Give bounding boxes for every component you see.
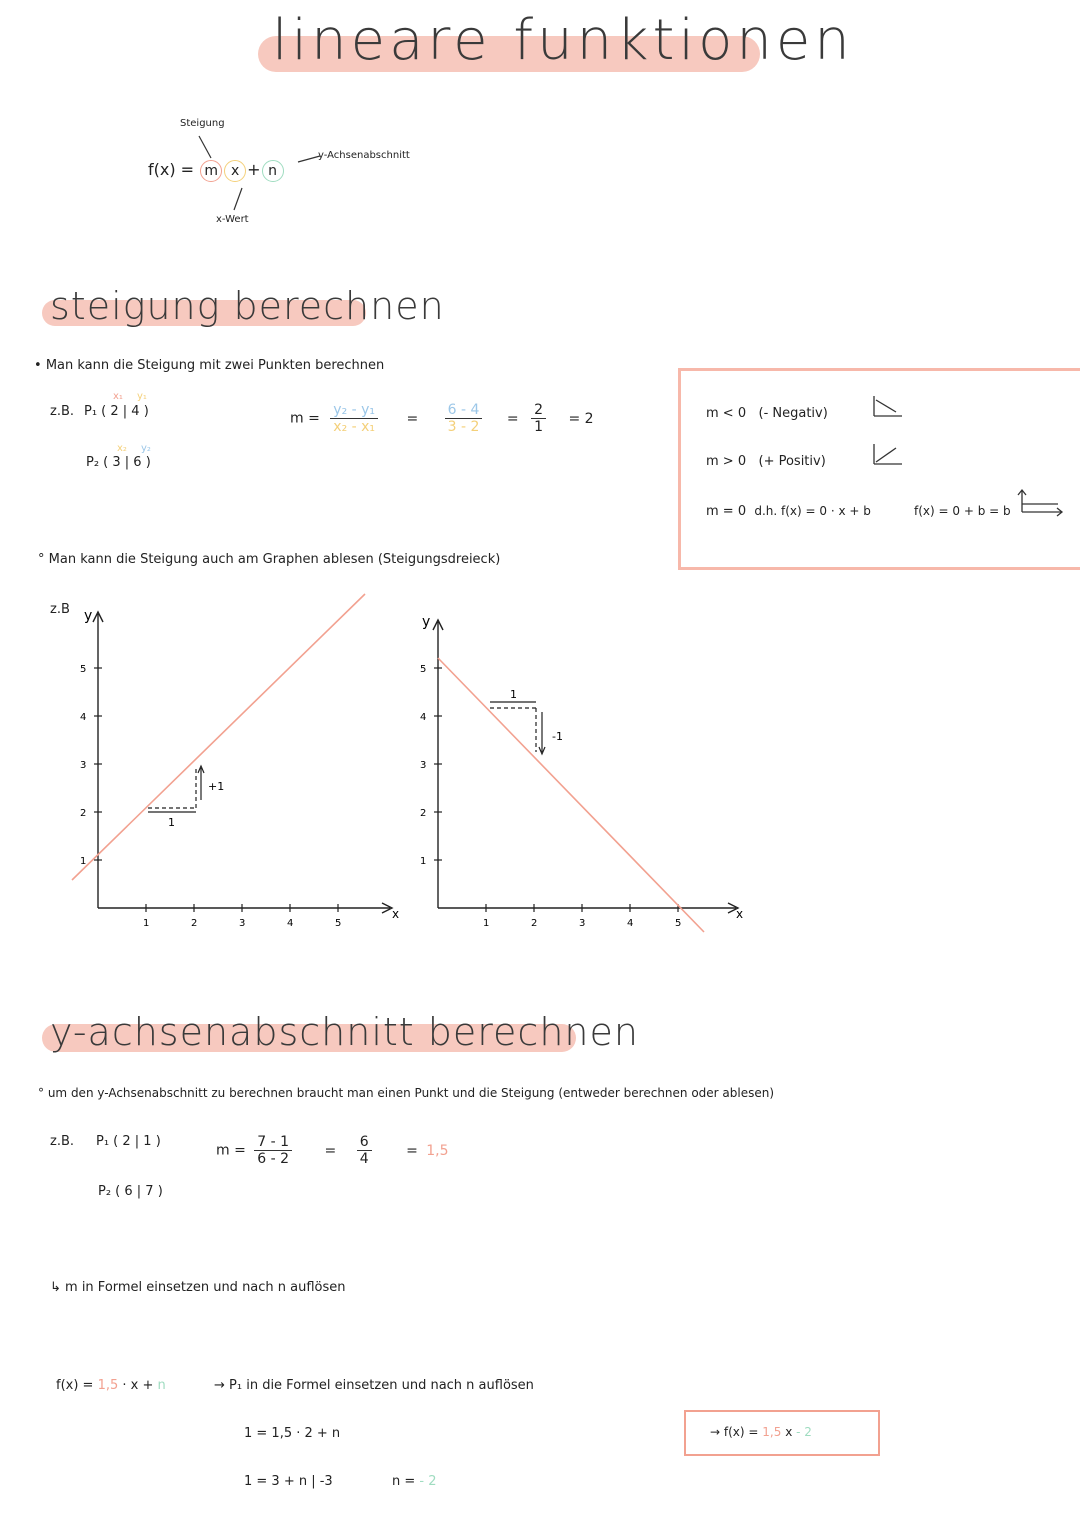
formula-prefix: f(x) = xyxy=(148,160,195,179)
bullet-3-text: um den y-Achsenabschnitt zu berechnen braucht man einen Punkt und die Steigung (entweder berechnen oder ablesen) xyxy=(47,1086,775,1100)
g1-line xyxy=(72,594,365,880)
g2-x-tick-label: 1 xyxy=(483,918,490,929)
bullet-1-text: Man kann die Steigung mit zwei Punkten berechnen xyxy=(45,358,385,373)
s2-slope-calculation xyxy=(216,1134,449,1167)
steigung-pointer xyxy=(195,134,215,160)
s2-fraction-2-den: 4 xyxy=(359,1151,369,1167)
fraction-result-den: 1 xyxy=(534,419,544,435)
info-pos-desc: (+ Positiv) xyxy=(758,454,826,469)
g2-x-tick-label: 4 xyxy=(627,918,634,929)
s2-m-equals: m = xyxy=(216,1142,246,1159)
g2-x-tick-label: 3 xyxy=(579,918,586,929)
fraction-values xyxy=(445,402,483,435)
fx-n: n xyxy=(157,1378,166,1393)
page-title: lineare funktionen xyxy=(272,8,854,73)
xwert-pointer xyxy=(230,186,246,212)
g1-y-tick-label: 5 xyxy=(80,664,87,675)
calc-step-2: 1 = 3 + n | -3 xyxy=(244,1474,333,1489)
graph-example-label: z.B xyxy=(50,602,70,617)
s2-point-p1: P₁ ( 2 | 1 ) xyxy=(96,1134,161,1149)
fraction-result xyxy=(531,402,546,435)
g2-x-tick-label: 5 xyxy=(675,918,682,929)
sup-y2: y₂ xyxy=(141,443,151,454)
s2-fraction-2-num: 6 xyxy=(357,1134,372,1151)
label-achsenabschnitt: y-Achsenabschnitt xyxy=(318,150,410,161)
formula xyxy=(148,160,285,182)
s2-equals-1: = xyxy=(324,1142,337,1159)
info-zero-desc2: f(x) = 0 + b = b xyxy=(914,504,1011,518)
g2-x-tick-label: 2 xyxy=(531,918,538,929)
fraction-result-num: 2 xyxy=(531,402,546,419)
negative-slope-icon xyxy=(868,392,908,422)
fx-prefix: f(x) = xyxy=(56,1378,94,1393)
g1-y-tick-label: 1 xyxy=(80,856,87,867)
result-n: - 2 xyxy=(796,1425,812,1439)
formula-n: n xyxy=(262,160,284,182)
s2-point-p2: P₂ ( 6 | 7 ) xyxy=(98,1184,163,1199)
bullet-1: • Man kann die Steigung mit zwei Punkten berechnen xyxy=(34,358,385,373)
g2-y-ticks xyxy=(420,664,442,867)
sup-x1: x₁ xyxy=(113,391,123,402)
fraction-values-den: 3 - 2 xyxy=(447,419,480,435)
g1-rise-label: +1 xyxy=(208,780,225,793)
result-x: x xyxy=(785,1425,793,1439)
zero-slope-icon xyxy=(1012,486,1068,520)
fraction-general-num: y₂ - y₁ xyxy=(330,402,378,419)
example-label-2: z.B. xyxy=(50,1134,75,1149)
bullet-2-text: Man kann die Steigung auch am Graphen ablesen (Steigungsdreieck) xyxy=(48,552,501,567)
equals: = xyxy=(406,410,419,427)
n-result xyxy=(392,1474,437,1489)
label-steigung: Steigung xyxy=(180,118,225,129)
step-text: ↳ m in Formel einsetzen und nach n auflösen xyxy=(50,1280,346,1295)
fx-substituted xyxy=(56,1378,166,1393)
s2-m-value: 1,5 xyxy=(426,1142,449,1159)
equals: = xyxy=(506,410,519,427)
m-equals: m = xyxy=(290,410,320,427)
point-p2: P₂ ( 3 | 6 ) xyxy=(86,455,151,470)
g2-y-tick-label: 2 xyxy=(420,808,427,819)
slope-result: = 2 xyxy=(568,410,594,427)
fraction-general xyxy=(330,402,378,435)
positive-slope-icon xyxy=(868,440,908,470)
g2-x-label: x xyxy=(736,907,744,921)
example-label-1: z.B. xyxy=(50,404,75,419)
formula-plus: + xyxy=(247,160,261,179)
g1-y-tick-label: 4 xyxy=(80,712,87,723)
g2-rise-label: -1 xyxy=(552,730,563,743)
fraction-values-num: 6 - 4 xyxy=(445,402,483,419)
g2-run-label: 1 xyxy=(510,688,517,701)
fraction-general-den: x₂ - x₁ xyxy=(333,419,376,435)
info-zero-desc: d.h. f(x) = 0 · x + b xyxy=(754,504,871,518)
graph-positive-slope xyxy=(60,590,410,940)
info-pos-label: m > 0 xyxy=(706,454,747,469)
s2-fraction-1 xyxy=(254,1134,292,1167)
formula-m: m xyxy=(200,160,222,182)
n-label: n = xyxy=(392,1474,416,1489)
fx-mid: · x + xyxy=(122,1378,154,1393)
info-neg xyxy=(706,406,828,421)
section2-heading: y-achsenabschnitt berechnen xyxy=(50,1010,639,1054)
g1-y-tick-label: 3 xyxy=(80,760,87,771)
label-xwert: x-Wert xyxy=(216,214,249,225)
g1-x-tick-label: 3 xyxy=(239,918,246,929)
calc-step-1: 1 = 1,5 · 2 + n xyxy=(244,1426,341,1441)
s2-equals-2: = xyxy=(406,1142,418,1159)
graph-negative-slope xyxy=(408,600,758,940)
sup-x2: x₂ xyxy=(117,443,127,454)
slope-calculation xyxy=(290,402,594,435)
info-zero-label: m = 0 xyxy=(706,504,747,519)
s2-fraction-1-den: 6 - 2 xyxy=(257,1151,290,1167)
info-neg-desc: (- Negativ) xyxy=(758,406,828,421)
info-zero xyxy=(706,504,871,519)
fx-m: 1,5 xyxy=(97,1378,119,1393)
result-prefix: → f(x) = xyxy=(710,1425,759,1439)
arrow-text: → P₁ in die Formel einsetzen und nach n auflösen xyxy=(214,1378,534,1393)
bullet-2: ° Man kann die Steigung auch am Graphen ablesen (Steigungsdreieck) xyxy=(38,552,501,567)
g2-y-label: y xyxy=(422,614,431,630)
g1-run-label: 1 xyxy=(168,816,175,829)
s2-fraction-2 xyxy=(357,1134,372,1167)
g2-y-tick-label: 5 xyxy=(420,664,427,675)
info-neg-label: m < 0 xyxy=(706,406,747,421)
g1-y-tick-label: 2 xyxy=(80,808,87,819)
g1-x-tick-label: 4 xyxy=(287,918,294,929)
s2-fraction-1-num: 7 - 1 xyxy=(254,1134,292,1151)
formula-x: x xyxy=(224,160,246,182)
g1-x-label: x xyxy=(392,907,400,921)
section1-heading: steigung berechnen xyxy=(50,284,445,328)
n-value: - 2 xyxy=(419,1474,437,1489)
g1-y-label: y xyxy=(84,608,93,624)
bullet-3: ° um den y-Achsenabschnitt zu berechnen braucht man einen Punkt und die Steigung (entweder berechnen oder ablesen) xyxy=(38,1086,775,1100)
result-formula xyxy=(710,1425,812,1439)
g2-y-tick-label: 4 xyxy=(420,712,427,723)
g1-x-tick-label: 1 xyxy=(143,918,150,929)
result-m: 1,5 xyxy=(762,1425,782,1439)
g1-x-tick-label: 5 xyxy=(335,918,342,929)
sup-y1: y₁ xyxy=(137,391,147,402)
point-p1: P₁ ( 2 | 4 ) xyxy=(84,404,149,419)
g2-y-tick-label: 3 xyxy=(420,760,427,771)
g2-line xyxy=(438,658,704,932)
g1-x-tick-label: 2 xyxy=(191,918,198,929)
info-pos xyxy=(706,454,826,469)
g2-y-tick-label: 1 xyxy=(420,856,427,867)
